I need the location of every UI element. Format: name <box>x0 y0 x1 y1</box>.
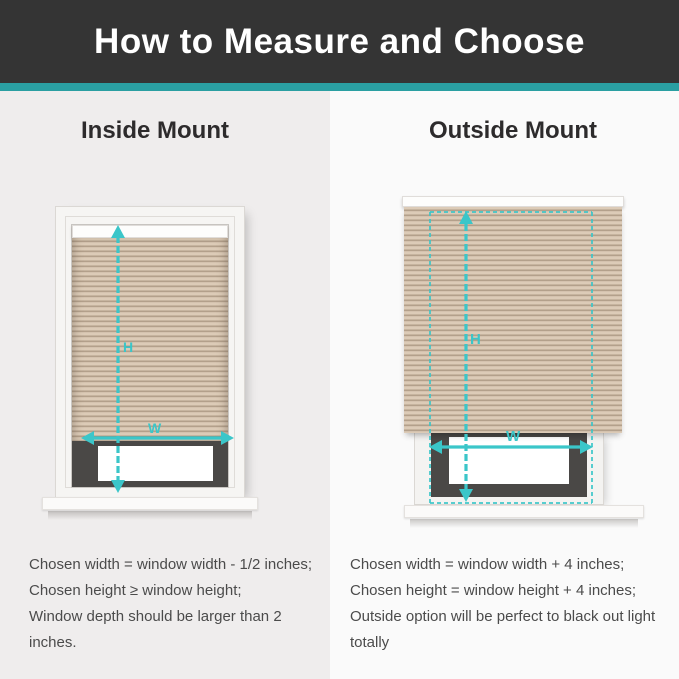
inside-width-label: W <box>148 420 162 436</box>
notes-line: Chosen height = window height + 4 inches; <box>350 582 637 599</box>
outside-window-sill <box>404 505 644 518</box>
inside-mount-notes <box>29 552 329 656</box>
notes-line: Outside option will be perfect to black out light totally <box>350 608 656 651</box>
inside-window-sill <box>42 497 258 510</box>
outside-mount-title: Outside Mount <box>429 117 597 144</box>
inside-mount-title: Inside Mount <box>81 117 229 144</box>
notes-line: Window depth should be larger than 2 inches. <box>29 608 282 651</box>
notes-line: Chosen width = window width - 1/2 inches; <box>29 556 313 573</box>
outside-width-label: W <box>506 428 521 445</box>
inside-window-frame <box>55 206 245 498</box>
inside-window-opening <box>71 224 229 488</box>
outside-mount-notes <box>350 552 676 656</box>
inside-window-recess <box>72 441 228 487</box>
header-banner <box>0 0 679 83</box>
outside-cellular-shade <box>404 207 622 433</box>
outside-shade-headrail <box>402 196 624 207</box>
inside-shade-headrail <box>72 225 228 238</box>
inside-height-label: H <box>123 339 134 355</box>
notes-line: Chosen width = window width + 4 inches; <box>350 556 625 573</box>
accent-bar <box>0 83 679 91</box>
notes-line: Chosen height ≥ window height; <box>29 582 242 599</box>
inside-window-glass <box>98 446 213 481</box>
outside-height-label: H <box>470 331 481 348</box>
outside-sill-shadow <box>410 519 638 528</box>
page-title: How to Measure and Choose <box>94 21 585 61</box>
inside-sill-shadow <box>48 511 252 520</box>
inside-cellular-shade <box>72 238 228 441</box>
